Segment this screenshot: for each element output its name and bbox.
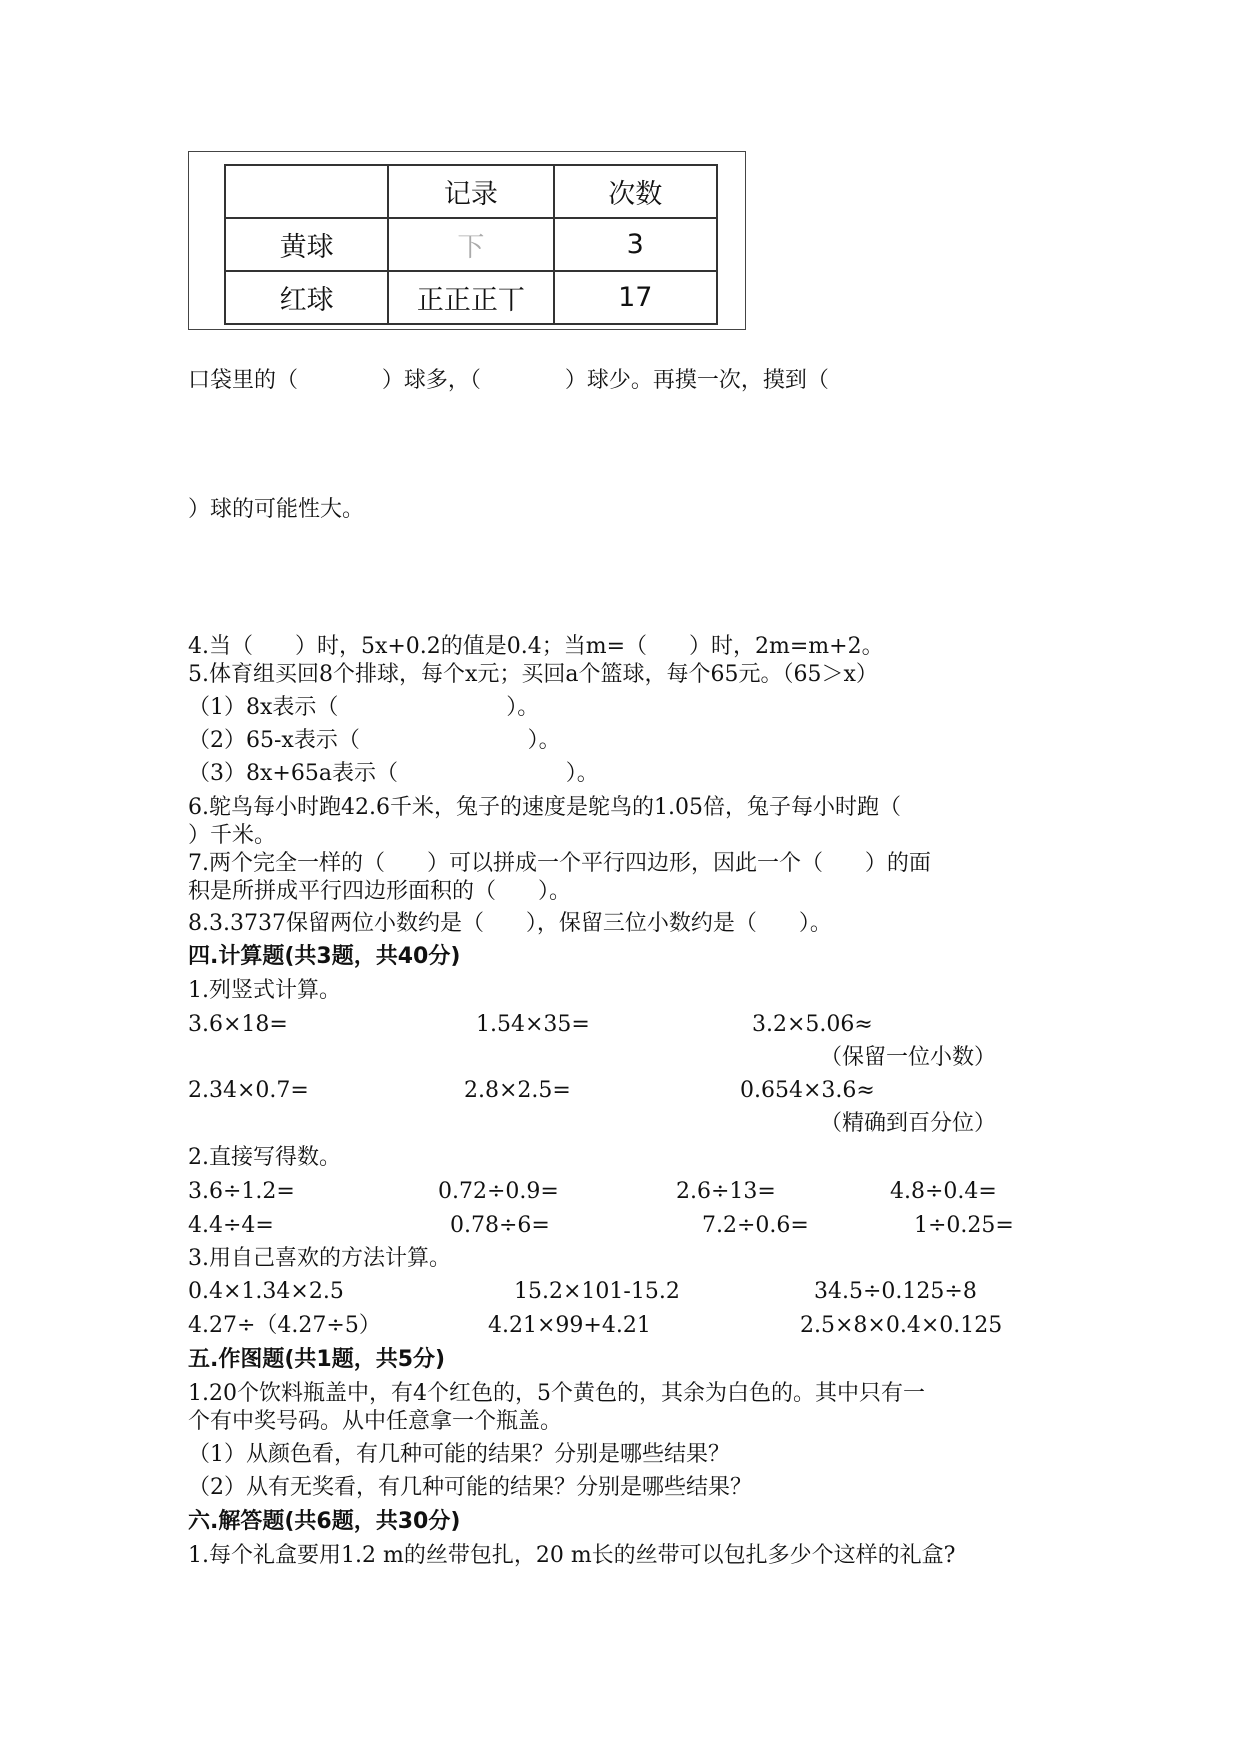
question-3-line-2: ）球的可能性大。 xyxy=(188,497,365,522)
calc-item: 0.4×1.34×2.5 xyxy=(188,1279,344,1304)
question-4: 4.当（ ）时，5x+0.2的值是0.4；当m=（ ）时，2m=m+2。 xyxy=(188,634,884,659)
calc-item: 2.5×8×0.4×0.125 xyxy=(800,1313,1003,1338)
header-cell-count: 次数 xyxy=(554,165,717,218)
section-5-q1-line-2: 个有中奖号码。从中任意拿一个瓶盖。 xyxy=(188,1409,563,1434)
calc-item: 1.54×35= xyxy=(476,1012,590,1037)
calc-item: 34.5÷0.125÷8 xyxy=(814,1279,977,1304)
calc-item: 2.8×2.5= xyxy=(464,1078,571,1103)
row-record: 正正正丅 xyxy=(388,271,553,324)
calc-item: 1÷0.25= xyxy=(914,1213,1014,1238)
row-count: 3 xyxy=(554,218,717,271)
header-cell-record: 记录 xyxy=(388,165,553,218)
question-5-part-3: （3）8x+65a表示（ ）。 xyxy=(188,761,599,786)
calc-item: 3.2×5.06≈ xyxy=(752,1012,873,1037)
section-5-q1-part-1: （1）从颜色看，有几种可能的结果？分别是哪些结果？ xyxy=(188,1442,730,1467)
table-row-yellow xyxy=(225,218,717,271)
question-6-line-2: ）千米。 xyxy=(188,823,277,848)
calc-note: （精确到百分位） xyxy=(820,1111,997,1136)
calc-item: 0.654×3.6≈ xyxy=(740,1078,875,1103)
section-4-q2: 2.直接写得数。 xyxy=(188,1145,341,1170)
section-6-title: 六.解答题(共6题，共30分) xyxy=(188,1509,461,1534)
calc-item: 0.72÷0.9= xyxy=(438,1179,559,1204)
row-label: 红球 xyxy=(225,271,388,324)
header-cell-empty xyxy=(225,165,388,218)
calc-item: 4.21×99+4.21 xyxy=(488,1313,651,1338)
question-5-part-1: （1）8x表示（ ）。 xyxy=(188,695,540,720)
calc-item: 7.2÷0.6= xyxy=(702,1213,809,1238)
question-7-line-2: 积是所拼成平行四边形面积的（ ）。 xyxy=(188,879,571,904)
question-5: 5.体育组买回8个排球，每个x元；买回a个篮球，每个65元。（65＞x） xyxy=(188,662,878,687)
question-3-line-1: 口袋里的（ ）球多，（ ）球少。再摸一次，摸到（ xyxy=(188,368,829,393)
question-5-part-2: （2）65-x表示（ ）。 xyxy=(188,728,561,753)
calc-item: 0.78÷6= xyxy=(450,1213,550,1238)
section-6-q1: 1.每个礼盒要用1.2 m的丝带包扎，20 m长的丝带可以包扎多少个这样的礼盒? xyxy=(188,1543,956,1568)
table-header-row xyxy=(225,165,717,218)
section-5-q1-line-1: 1.20个饮料瓶盖中，有4个红色的，5个黄色的，其余为白色的。其中只有一 xyxy=(188,1381,925,1406)
calc-item: 4.4÷4= xyxy=(188,1213,274,1238)
row-record: 下 xyxy=(388,218,553,271)
calc-item: 3.6×18= xyxy=(188,1012,288,1037)
calc-note: （保留一位小数） xyxy=(820,1045,997,1070)
section-5-title: 五.作图题(共1题，共5分) xyxy=(188,1347,446,1372)
question-8: 8.3.3737保留两位小数约是（ ），保留三位小数约是（ ）。 xyxy=(188,911,832,936)
section-5-q1-part-2: （2）从有无奖看，有几种可能的结果？分别是哪些结果？ xyxy=(188,1475,752,1500)
section-4-q1: 1.列竖式计算。 xyxy=(188,978,341,1003)
calc-item: 3.6÷1.2= xyxy=(188,1179,295,1204)
tally-table xyxy=(224,164,718,325)
question-6-line-1: 6.鸵鸟每小时跑42.6千米，兔子的速度是鸵鸟的1.05倍，兔子每小时跑（ xyxy=(188,795,901,820)
table-row-red xyxy=(225,271,717,324)
row-count: 17 xyxy=(554,271,717,324)
row-label: 黄球 xyxy=(225,218,388,271)
calc-item: 4.27÷（4.27÷5） xyxy=(188,1313,381,1338)
calc-item: 2.6÷13= xyxy=(676,1179,776,1204)
calc-item: 2.34×0.7= xyxy=(188,1078,309,1103)
section-4-q3: 3.用自己喜欢的方法计算。 xyxy=(188,1246,451,1271)
calc-item: 15.2×101-15.2 xyxy=(514,1279,680,1304)
section-4-title: 四.计算题(共3题，共40分) xyxy=(188,944,461,969)
calc-item: 4.8÷0.4= xyxy=(890,1179,997,1204)
question-7-line-1: 7.两个完全一样的（ ）可以拼成一个平行四边形，因此一个（ ）的面 xyxy=(188,851,931,876)
